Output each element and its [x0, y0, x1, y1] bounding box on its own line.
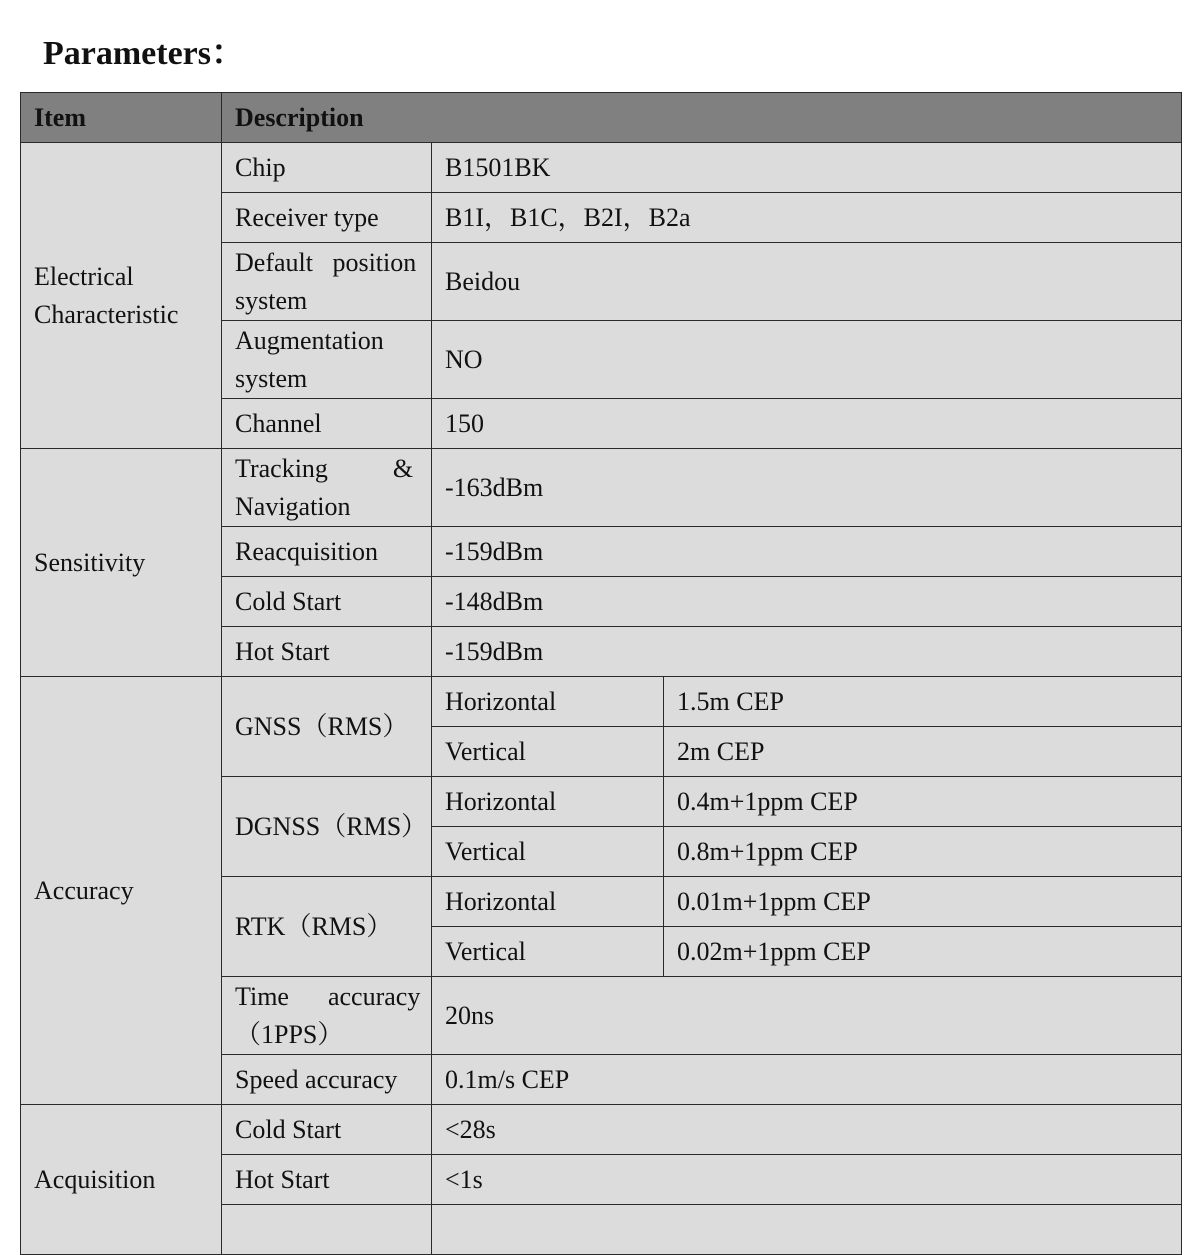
- category-label: Characteristic: [34, 299, 179, 329]
- param-value: -159dBm: [432, 527, 1182, 577]
- param-name-line: Default position: [235, 247, 417, 277]
- table-row: [21, 677, 1182, 727]
- param-value: 0.02m+1ppm CEP: [664, 927, 1182, 977]
- param-name: [222, 977, 432, 1055]
- param-axis: Vertical: [432, 927, 664, 977]
- param-value: B1I，B1C，B2I，B2a: [432, 193, 1182, 243]
- param-name-line: （1PPS）: [235, 1019, 344, 1049]
- param-value: 0.8m+1ppm CEP: [664, 827, 1182, 877]
- header-item: Item: [21, 93, 222, 143]
- header-description: Description: [222, 93, 1182, 143]
- param-value: -148dBm: [432, 577, 1182, 627]
- param-name: [222, 1205, 432, 1255]
- param-value: 1.5m CEP: [664, 677, 1182, 727]
- table-row: [21, 143, 1182, 193]
- param-name: [222, 321, 432, 399]
- param-value: 150: [432, 399, 1182, 449]
- param-axis: Vertical: [432, 827, 664, 877]
- param-value: 20ns: [432, 977, 1182, 1055]
- param-axis: Horizontal: [432, 777, 664, 827]
- param-name: [222, 449, 432, 527]
- category-sensitivity: Sensitivity: [21, 449, 222, 677]
- table-header-row: [21, 93, 1182, 143]
- category-acquisition: Acquisition: [21, 1105, 222, 1255]
- param-name-line: system: [235, 285, 308, 315]
- table-row: [21, 449, 1182, 527]
- param-name-line: Time accuracy: [235, 981, 421, 1011]
- param-name: Reacquisition: [222, 527, 432, 577]
- param-axis: Horizontal: [432, 677, 664, 727]
- param-value: 0.4m+1ppm CEP: [664, 777, 1182, 827]
- category-electrical: [21, 143, 222, 449]
- param-name: Hot Start: [222, 1155, 432, 1205]
- param-value: [432, 1205, 1182, 1255]
- param-name-line: system: [235, 363, 308, 393]
- param-value: -163dBm: [432, 449, 1182, 527]
- param-name: GNSS（RMS）: [222, 677, 432, 777]
- param-name: [222, 243, 432, 321]
- category-accuracy: Accuracy: [21, 677, 222, 1105]
- param-name: Cold Start: [222, 1105, 432, 1155]
- param-value: <28s: [432, 1105, 1182, 1155]
- param-name: DGNSS（RMS）: [222, 777, 432, 877]
- param-value: -159dBm: [432, 627, 1182, 677]
- param-name: Chip: [222, 143, 432, 193]
- param-name-line: Tracking &: [235, 453, 414, 483]
- param-name: Cold Start: [222, 577, 432, 627]
- param-value: B1501BK: [432, 143, 1182, 193]
- param-value: <1s: [432, 1155, 1182, 1205]
- table-row: [21, 1105, 1182, 1155]
- page-title: Parameters：: [43, 35, 246, 72]
- param-name: Hot Start: [222, 627, 432, 677]
- parameters-table: [20, 92, 1182, 1255]
- param-name-line: Navigation: [235, 491, 351, 521]
- param-value: 0.1m/s CEP: [432, 1055, 1182, 1105]
- param-axis: Horizontal: [432, 877, 664, 927]
- param-value: NO: [432, 321, 1182, 399]
- param-name-line: Augmentation: [235, 325, 384, 355]
- param-name: Channel: [222, 399, 432, 449]
- param-axis: Vertical: [432, 727, 664, 777]
- param-value: 2m CEP: [664, 727, 1182, 777]
- param-value: Beidou: [432, 243, 1182, 321]
- param-name: Receiver type: [222, 193, 432, 243]
- param-value: 0.01m+1ppm CEP: [664, 877, 1182, 927]
- param-name: Speed accuracy: [222, 1055, 432, 1105]
- param-name: RTK（RMS）: [222, 877, 432, 977]
- category-label: Electrical: [34, 261, 134, 291]
